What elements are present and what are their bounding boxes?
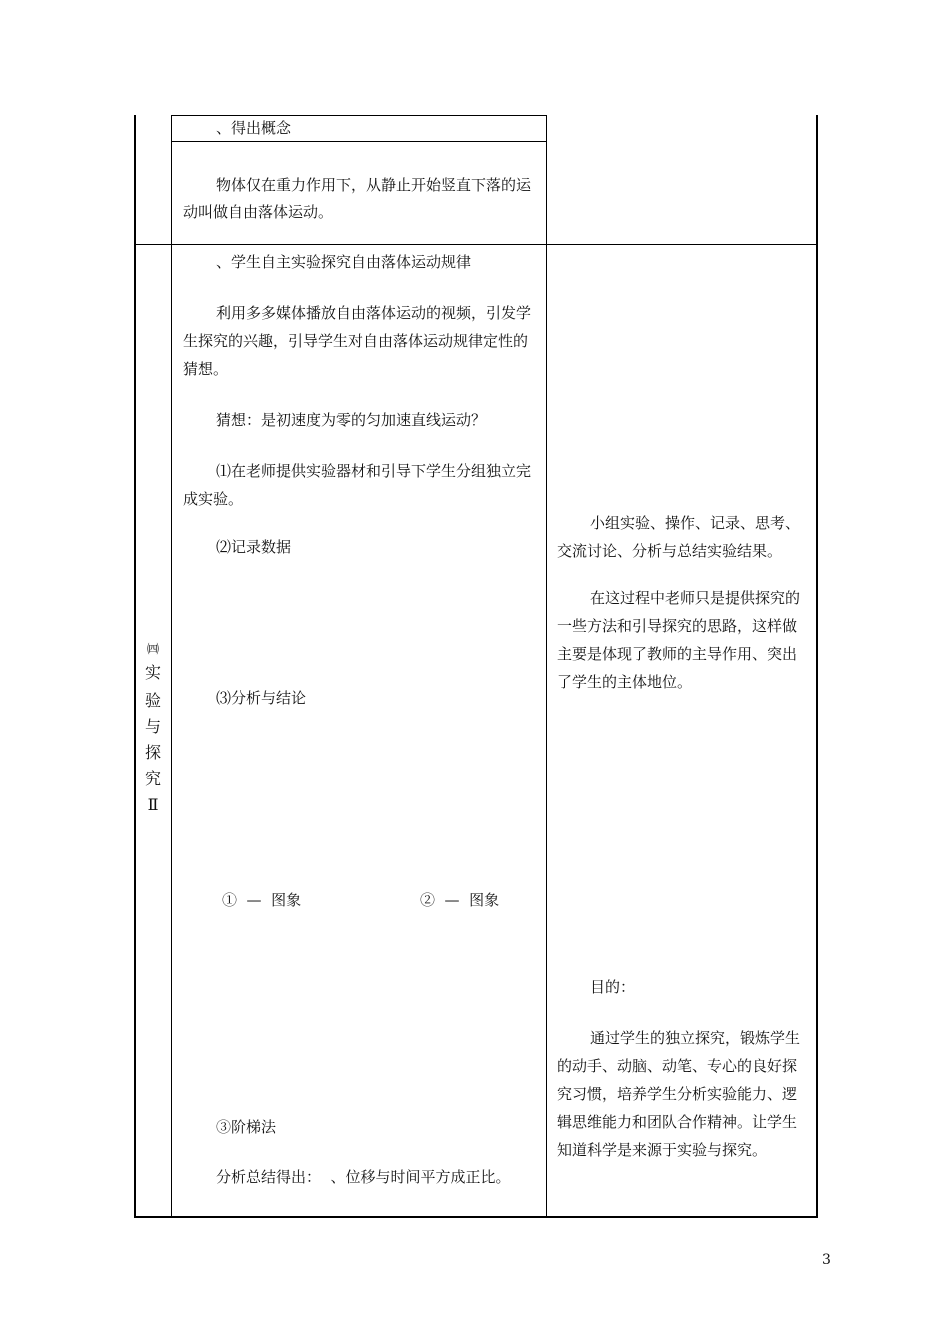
conclusion-text: 分析总结得出： 、位移与时间平方成正比。	[216, 1168, 511, 1186]
purpose-text: 通过学生的独立探究，锻炼学生的动手、动脑、动笔、专心的良好探究习惯，培养学生分析实验能力、逻辑思维能力和团队合作精神。让学生知道科学是来源于实验与探究。	[557, 1029, 801, 1159]
graph1-label: ① — 图象	[222, 891, 302, 909]
free-fall-definition: 物体仅在重力作用下，从静止开始竖直下落的运动叫做自由落体运动。	[183, 176, 532, 221]
inner-cell-divider-line	[171, 141, 547, 142]
step4-text: ③阶梯法	[216, 1118, 277, 1136]
section-label-char: 究	[144, 769, 161, 788]
table-bottom-line	[134, 1216, 818, 1218]
table-divider-content	[546, 115, 547, 1217]
right-para-1: 小组实验、操作、记录、思考、交流讨论、分析与总结实验结果。	[557, 514, 801, 560]
right-para-2: 在这过程中老师只是提供探究的一些方法和引导探究的思路，这样做主要是体现了教师的主导作用、突出了学生的主体地位。	[557, 589, 801, 691]
table-border-right	[816, 115, 818, 1217]
section-label-char: 探	[144, 743, 161, 762]
section-number: ㈣	[146, 642, 159, 656]
purpose-label: 目的：	[590, 978, 636, 996]
section-label-char: 实	[144, 663, 161, 682]
section-label-char: 验	[144, 691, 161, 710]
step1-text: ⑴在老师提供实验器材和引导下学生分组独立完成实验。	[183, 462, 532, 508]
graph2-label: ② — 图象	[420, 891, 500, 909]
section-label-char: Ⅱ	[147, 795, 159, 814]
step3-text: ⑶分析与结论	[216, 689, 307, 707]
guess-text: 猜想：是初速度为零的匀加速直线运动？	[216, 411, 487, 429]
concept-heading: 、得出概念	[216, 119, 292, 137]
row-divider-line	[134, 244, 818, 245]
page-number: 3	[822, 1252, 831, 1268]
section-label-char: 与	[144, 717, 161, 736]
section4-heading: 、学生自主实验探究自由落体运动规律	[216, 253, 472, 271]
section4-intro: 利用多多媒体播放自由落体运动的视频，引发学生探究的兴趣，引导学生对自由落体运动规律定性的猜想。	[183, 304, 532, 378]
step2-text: ⑵记录数据	[216, 538, 292, 556]
